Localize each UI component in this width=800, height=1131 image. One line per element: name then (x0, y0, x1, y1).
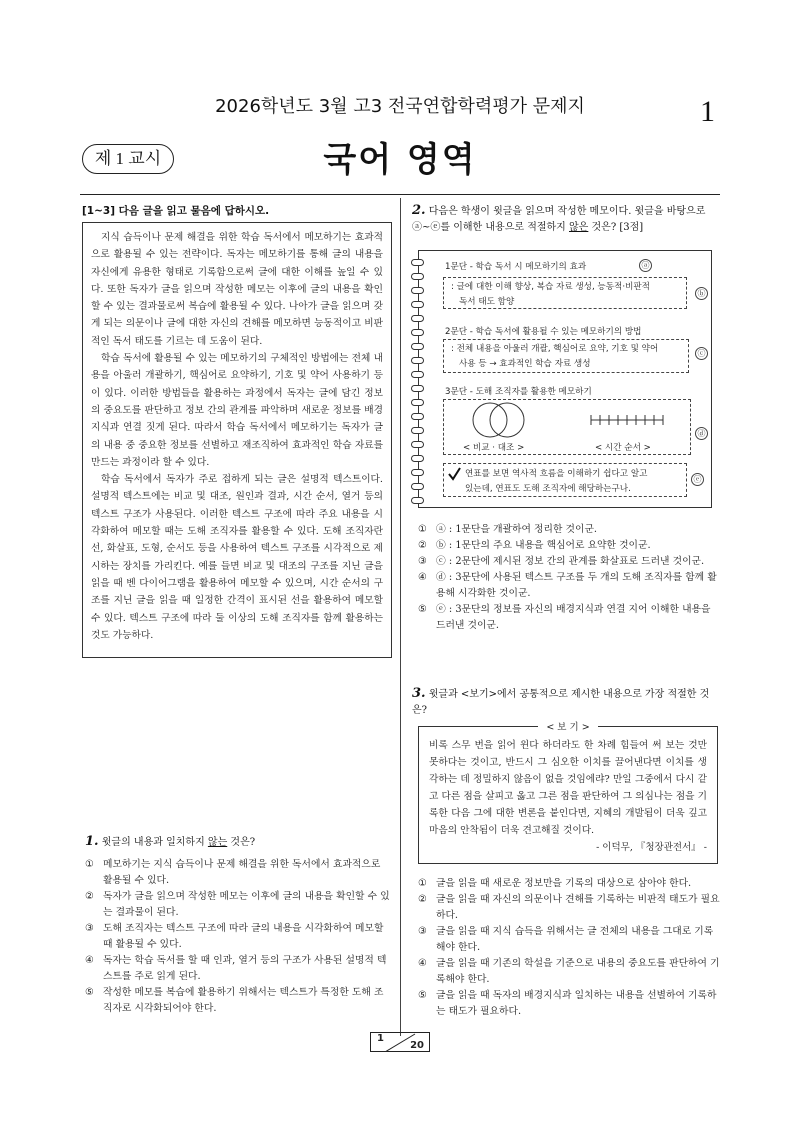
choice-text: ⓒ : 2문단에 제시된 정보 간의 관계를 화살표로 드러낸 것이군. (436, 556, 705, 567)
choice-text: 작성한 메모를 복습에 활용하기 위해서는 텍스트가 특정한 도해 조직자로 시각화되어야 한다. (103, 987, 384, 1014)
column-divider (400, 198, 401, 1036)
page-indicator (370, 1032, 430, 1052)
memo-line: 3문단 - 도해 조직자를 활용한 메모하기 (445, 387, 592, 397)
bogi-text: 비록 스무 번을 읽어 윈다 하더라도 한 차례 힘들여 써 보는 것만 못하다는 것이고, 반드시 그 심오한 이치를 끌어낸다면 이치를 생각하는 데 정밀하지 않음이 없을 것임에랴? 만일 그중에서 다시 같고 다른 점을 살피고 옳고 그른 점을 판단하여 그 의심나는 점을 기록한 다음 그에 대한 변론을 붙인다면, 지혜의 개발됨이 더욱 깊고 마음의 안착됨이 더욱 견고해질 것이다. (429, 740, 707, 836)
spiral-ring (411, 469, 424, 476)
spiral-ring (411, 441, 424, 448)
choice-text: 글을 읽을 때 독자의 배경지식과 일치하는 내용을 선별하여 기록하는 태도가 필요하다. (436, 990, 717, 1017)
choice-option[interactable] (418, 988, 720, 1020)
spiral-ring (411, 371, 424, 378)
choice-mark: ⑤ (85, 987, 94, 998)
stem-text: 것은? (227, 837, 256, 848)
choice-option[interactable] (418, 522, 720, 538)
choice-option[interactable] (418, 956, 720, 988)
page-number: 1 (700, 95, 715, 128)
spiral-ring (411, 413, 424, 420)
marker-a: ⓐ (639, 259, 652, 272)
choice-mark: ④ (85, 955, 94, 966)
choice-mark: ⑤ (418, 604, 427, 615)
passage-paragraph: 학습 독서에 활용될 수 있는 메모하기의 구체적인 방법에는 전체 내용을 아울러 개괄하기, 핵심어로 요약하기, 기호 및 약어 사용하기 등이 있다. 이러한 방법들을 활용하는 과정에서 독자는 글에 담긴 정보의 중요도를 판단하고 정보 간의 관계를 파악하며 새로운 정보를 배경지식과 연결 짓게 된다. 따라서 학습 독서에서 메모하기는 독자가 글의 내용 중 중요한 정보를 선별하고 재조직하여 효과적인 학습 자료를 만드는 과정이라 할 수 있다. (91, 353, 383, 468)
choice-option[interactable] (85, 889, 390, 921)
spiral-ring (411, 273, 424, 280)
stem-text: 윗글의 내용과 일치하지 (101, 837, 208, 848)
bogi-source: - 이덕무, 『청장관전서』 - (596, 842, 707, 853)
memo-note: 연표를 보면 역사적 흐름을 이해하기 쉽다고 알고 (465, 469, 648, 479)
memo-line: 2문단 - 학습 독서에 활용될 수 있는 메모하기의 방법 (445, 327, 642, 337)
spiral-ring (411, 343, 424, 350)
stem-text: 것은? [3점] (588, 222, 644, 233)
exam-title: 2026학년도 3월 고3 전국연합학력평가 문제지 (215, 96, 585, 117)
passage-instruction: [1~3] 다음 글을 읽고 물음에 답하시오. (82, 205, 270, 217)
question-number: 1. (85, 834, 99, 849)
choice-mark: ① (85, 859, 94, 870)
subject-title: 국어 영역 (323, 140, 477, 180)
passage-box (82, 222, 392, 658)
marker-b: ⓑ (695, 287, 708, 300)
marker-e: ⓔ (691, 473, 704, 486)
choice-text: 글을 읽을 때 지식 습득을 위해서는 글 전체의 내용을 그대로 기록해야 한다. (436, 926, 714, 953)
memo-note: 있는데, 연표도 도해 조직자에 해당하는구나. (465, 484, 631, 494)
choice-text: 글을 읽을 때 새로운 정보만을 기록의 대상으로 삼아야 한다. (436, 878, 692, 889)
choice-mark: ⑤ (418, 990, 427, 1001)
question-1-stem (85, 834, 390, 851)
choice-option[interactable] (418, 876, 720, 892)
choice-option[interactable] (418, 602, 720, 634)
choice-text: ⓐ : 1문단을 개괄하여 정리한 것이군. (436, 524, 598, 535)
memo-content (441, 251, 711, 507)
choice-mark: ④ (418, 958, 427, 969)
question-number: 3. (412, 686, 426, 701)
stem-text: 다음은 학생이 윗글을 읽으며 작성한 메모이다. 윗글을 바탕으로 ⓐ~ⓔ를 이해한 내용으로 적절하지 (412, 206, 706, 233)
passage-paragraph: 학습 독서에서 독자가 주로 접하게 되는 글은 설명적 텍스트이다. 설명적 텍스트에는 비교 및 대조, 원인과 결과, 시간 순서, 열거 등의 텍스트 구조가 사용된다. 이러한 텍스트 구조에 따라 주요 내용을 시각화하여 메모할 때는 도해 조직자를 활용할 수 있다. 도해 조직자란 선, 화살표, 도형, 순서도 등을 사용하여 텍스트 구조를 시각적으로 제시하는 장치를 가리킨다. 예를 들면 비교 및 대조의 구조를 지닌 글을 읽을 때 벤 다이어그램을 활용하여 메모할 수 있으며, 시간 순서의 구조를 지닌 글을 읽을 때 일정한 간격이 표시된 선을 활용하여 메모할 수 있다. 텍스트 구조에 따라 둘 이상의 도해 조직자를 함께 활용하는 것도 가능하다. (91, 474, 383, 641)
current-page: 1 (377, 1033, 384, 1044)
question-1-choices (85, 857, 390, 1017)
choice-option[interactable] (418, 924, 720, 956)
passage-paragraph: 지식 습득이나 문제 해결을 위한 학습 독서에서 메모하기는 효과적으로 활용될 수 있는 전략이다. 독자는 메모하기를 통해 글의 내용을 자신에게 유용한 형태로 기록함으로써 글에 대한 이해를 높일 수 있다. 또한 독자가 글을 읽으며 작성한 메모는 이후에 글의 내용을 확인할 수 있는 결과물로써 복습에 활용될 수 있다. 나아가 글을 읽으며 갖게 되는 의문이나 글에 대한 자신의 견해를 메모하면 능동적이고 비판적인 독서 태도를 기르는 데 도움이 된다. (91, 232, 383, 347)
stem-text: 윗글과 <보기>에서 공통적으로 제시한 내용으로 가장 적절한 것은? (412, 689, 710, 716)
choice-mark: ③ (418, 926, 427, 937)
choice-option[interactable] (85, 857, 390, 889)
choice-text: ⓑ : 1문단의 주요 내용을 핵심어로 요약한 것이군. (436, 540, 651, 551)
timeline-icon (589, 413, 665, 427)
bogi-title (419, 719, 717, 736)
spiral-ring (411, 259, 424, 266)
choice-text: ⓓ : 3문단에 사용된 텍스트 구조를 두 개의 도해 조직자를 함께 활용해 시각화한 것이군. (436, 572, 717, 599)
spiral-ring (411, 315, 424, 322)
choice-text: 메모하기는 지식 습득이나 문제 해결을 위한 독서에서 효과적으로 활용될 수 있다. (103, 859, 381, 886)
spiral-ring (411, 357, 424, 364)
timeline-label: < 시간 순서 > (595, 443, 651, 453)
memo-line: : 글에 대한 이해 향상, 복습 자료 생성, 능동적·비판적 (451, 282, 650, 292)
choice-mark: ② (418, 540, 427, 551)
session-badge: 제 1 교시 (82, 144, 174, 174)
memo-line: 독서 태도 함양 (459, 297, 515, 307)
choice-text: 독자가 글을 읽으며 작성한 메모는 이후에 글의 내용을 확인할 수 있는 결과물이 된다. (103, 891, 390, 918)
choice-option[interactable] (418, 554, 720, 570)
spiral-ring (411, 329, 424, 336)
choice-mark: ② (418, 894, 427, 905)
choice-option[interactable] (418, 570, 720, 602)
question-3-choices (418, 876, 720, 1020)
choice-text: 독자는 학습 독서를 할 때 인과, 열거 등의 구조가 사용된 설명적 텍스트를 주로 읽게 된다. (103, 955, 387, 982)
venn-diagram-icon (463, 401, 533, 441)
question-2-stem (412, 203, 722, 236)
question-number: 2. (412, 203, 426, 218)
choice-text: ⓔ : 3문단의 정보를 자신의 배경지식과 연결 지어 이해한 내용을 드러낸 것이군. (436, 604, 711, 631)
choice-text: 글을 읽을 때 자신의 의문이나 견해를 기록하는 비판적 태도가 필요하다. (436, 894, 720, 921)
choice-option[interactable] (85, 985, 390, 1017)
choice-text: 도해 조직자는 텍스트 구조에 따라 글의 내용을 시각화하여 메모할 때 활용될 수 있다. (103, 923, 384, 950)
header-divider (80, 194, 720, 195)
choice-text: 글을 읽을 때 기존의 학설을 기준으로 내용의 중요도를 판단하여 기록해야 한다. (436, 958, 720, 985)
stem-underlined: 않는 (207, 837, 228, 848)
question-1 (85, 834, 390, 1017)
spiral-ring (411, 385, 424, 392)
question-2 (412, 203, 722, 236)
choice-option[interactable] (418, 892, 720, 924)
memo-line: 1문단 - 학습 독서 시 메모하기의 효과 (445, 262, 587, 272)
spiral-ring (411, 427, 424, 434)
total-pages: 20 (410, 1040, 424, 1051)
choice-option[interactable] (418, 538, 720, 554)
venn-label: < 비교 · 대조 > (463, 443, 525, 453)
spiral-ring (411, 483, 424, 490)
memo-line: 사용 등 → 효과적인 학습 자료 생성 (459, 359, 591, 369)
bogi-title-text: < 보 기 > (538, 722, 597, 733)
spiral-ring (411, 301, 424, 308)
marker-d: ⓓ (695, 427, 708, 440)
choice-mark: ④ (418, 572, 427, 583)
choice-mark: ③ (418, 556, 427, 567)
memo-notebook (418, 250, 712, 508)
spiral-ring (411, 455, 424, 462)
stem-underlined: 않은 (569, 222, 589, 233)
spiral-ring (411, 497, 424, 504)
marker-c: ⓒ (695, 347, 708, 360)
bogi-box (418, 722, 718, 864)
checkmark-icon (447, 467, 461, 481)
choice-mark: ① (418, 524, 427, 535)
choice-option[interactable] (85, 921, 390, 953)
choice-option[interactable] (85, 953, 390, 985)
choice-mark: ③ (85, 923, 94, 934)
choice-mark: ① (418, 878, 427, 889)
spiral-ring (411, 399, 424, 406)
memo-line: : 전체 내용을 아울러 개괄, 핵심어로 요약, 기호 및 약어 (451, 344, 659, 354)
question-2-choices (418, 522, 720, 634)
question-3 (412, 686, 722, 719)
question-3-stem (412, 686, 722, 719)
spiral-ring (411, 287, 424, 294)
choice-mark: ② (85, 891, 94, 902)
